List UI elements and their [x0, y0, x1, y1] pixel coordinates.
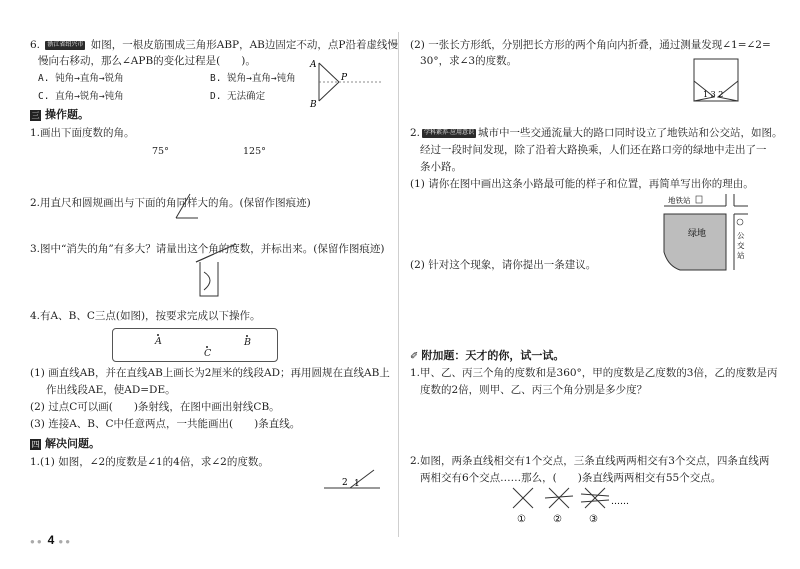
- sol1-text: 1.(1) 如图，∠2的度数是∠1的4倍，求∠2的度数。: [30, 456, 269, 468]
- extra-title: 附加题：天才的你，试一试。: [421, 350, 565, 362]
- page-dots-right: ●●: [58, 537, 73, 546]
- figure-label-1: ①: [517, 514, 526, 525]
- op1-angle-125: 125°: [243, 146, 266, 157]
- q6-option-d: D. 无法确定: [210, 91, 266, 102]
- column-divider: [398, 32, 399, 537]
- op3-text: 3.图中“消失的角”有多大？请量出这个角的度数，并标出来。(保留作图痕迹): [30, 243, 385, 255]
- section-4-title: 解决问题。: [45, 438, 100, 450]
- folded-paper-figure: [690, 57, 742, 103]
- map-bus-label-3: 站: [737, 251, 745, 260]
- figure-label-2: ②: [553, 514, 562, 525]
- section-3-header: [30, 108, 89, 122]
- e1-text1: 1.甲、乙、丙三个角的度数和是360°，甲的度数是乙度数的3倍，乙的度数是丙: [410, 367, 778, 379]
- extra-header: [410, 349, 564, 364]
- label-a: A: [310, 60, 317, 70]
- q6-text2: 慢向右移动，那么∠APB的变化过程是( )。: [38, 55, 256, 67]
- q2-tag: 学科素养·应用意识: [424, 129, 475, 136]
- e2-text1: 2.如图，两条直线相交有1个交点，三条直线两两相交有3个交点，四条直线两: [410, 455, 770, 467]
- figures-ellipsis: ……: [611, 497, 629, 507]
- op4-dot-c: [206, 346, 208, 348]
- op4-point-b: B: [244, 337, 251, 348]
- op4-point-a: A: [155, 336, 162, 347]
- sol1-label-2: 2: [342, 478, 348, 488]
- op4-sub1b: 作出线段AE，使AD=DE。: [46, 384, 176, 396]
- section-4-icon: 四: [31, 439, 40, 449]
- op4-points-box: [112, 328, 278, 362]
- map-subway-label: 地铁站: [668, 196, 691, 205]
- sol1-angle-figure: [322, 468, 382, 494]
- e2-text2: 两相交有6个交点……那么，( )条直线两两相交有55个交点。: [420, 472, 722, 484]
- map-green-label: 绿地: [688, 229, 707, 239]
- e1-text2: 度数的2倍，则甲、乙、丙三个角分别是多少度？: [420, 384, 648, 396]
- op4-dot-b: [246, 335, 248, 337]
- fold-labels: 1 3 2: [703, 90, 724, 99]
- map-bus-label-1: 公: [737, 231, 745, 240]
- figure-label-3: ③: [589, 514, 598, 525]
- q6-line1: [30, 38, 398, 52]
- page-dots-left: ●●: [30, 537, 44, 546]
- section-3-icon: 三: [31, 110, 40, 120]
- op2-angle-figure: [172, 192, 202, 220]
- q2-text3: 条小路。: [420, 161, 462, 173]
- page-number: 4: [47, 533, 55, 547]
- intersecting-lines-figures: [505, 484, 650, 526]
- section-3-title: 操作题。: [45, 109, 89, 121]
- op2-text: 2.用直尺和圆规画出与下面的角同样大的角。(保留作图痕迹): [30, 197, 311, 209]
- triangle-abp-figure: [305, 55, 385, 110]
- q6-option-c: C. 直角→锐角→钝角: [38, 91, 124, 102]
- q2-line1: [410, 126, 783, 140]
- op4-sub2: (2) 过点C可以画( )条射线，在图中画出射线CB。: [30, 401, 280, 413]
- page-number-footer: [30, 533, 72, 547]
- q6-text1: 如图，一根皮筋围成三角形ABP，AB边固定不动，点P沿着虚线慢: [90, 39, 398, 51]
- q6-tag: 浙江省绍兴市: [47, 41, 84, 48]
- q2-text2: 经过一段时间发现，除了沿着大路换乘，人们还在路口旁的绿地中走出了一: [420, 144, 767, 156]
- sol1-label-1: 1: [354, 479, 360, 489]
- section-4-header: [30, 437, 100, 451]
- op4-point-c: C: [204, 348, 212, 359]
- q2-text1: 城市中一些交通流量大的路口同时设立了地铁站和公交站，如图。: [478, 127, 783, 139]
- q6-option-a: A. 钝角→直角→锐角: [38, 73, 124, 84]
- label-b: B: [310, 100, 317, 110]
- q6-number: 6.: [30, 39, 41, 51]
- q2-sub2: (2) 针对这个现象，请你提出一条建议。: [410, 259, 597, 271]
- op1-angle-75: 75°: [152, 146, 169, 157]
- op4-dot-a: [157, 334, 159, 336]
- pencil-icon: ✐: [410, 351, 419, 362]
- p2-text2: 30°，求∠3的度数。: [420, 55, 518, 67]
- op4-sub3: (3) 连接A、B、C中任意两点，一共能画出( )条直线。: [30, 418, 301, 430]
- q2-number: 2.: [410, 127, 421, 139]
- op4-text: 4.有A、B、C三点(如图)，按要求完成以下操作。: [30, 310, 261, 322]
- map-bus-label-2: 交: [737, 241, 745, 250]
- op4-sub1a: (1) 画直线AB，并在直线AB上画长为2厘米的线段AD；再用圆规在直线AB上: [30, 367, 390, 379]
- q6-option-b: B. 锐角→直角→钝角: [210, 73, 296, 84]
- q2-sub1: (1) 请你在图中画出这条小路最可能的样子和位置，再简单写出你的理由。: [410, 178, 754, 190]
- op3-missing-angle-figure: [190, 232, 240, 302]
- label-p: P: [341, 73, 348, 83]
- op1-text: 1.画出下面度数的角。: [30, 127, 135, 139]
- p2-text1: (2) 一张长方形纸，分别把长方形的两个角向内折叠，通过测量发现∠1=∠2=: [410, 39, 771, 51]
- intersection-map-figure: [660, 192, 750, 272]
